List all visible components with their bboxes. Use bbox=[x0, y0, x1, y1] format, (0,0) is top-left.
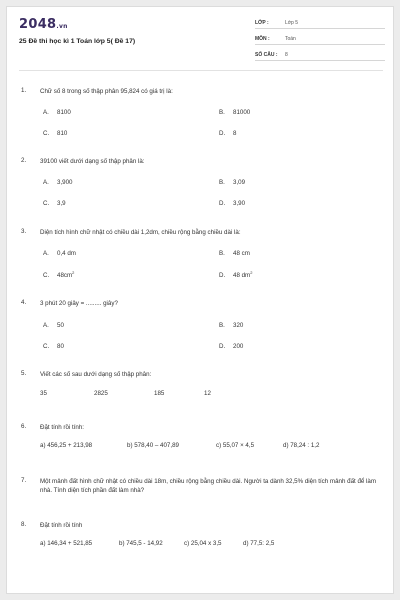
question-text: Một mảnh đất hình chữ nhật có chiều dài 18m, chiều rộng bằng chiều dài. Người ta dành 32,5% diện tích mảnh đất để làm nhà. Tính diện tích phần đất làm nhà? bbox=[40, 478, 377, 494]
meta-subject-value: Toán bbox=[285, 36, 296, 42]
header-divider bbox=[19, 70, 383, 71]
option-a[interactable]: A. 8100 bbox=[43, 109, 71, 116]
option-b[interactable]: B. 81000 bbox=[219, 109, 251, 116]
option-d[interactable]: D. 48 $dm^2$ bbox=[219, 269, 253, 279]
question-number: 8. bbox=[21, 521, 27, 528]
question-text: Viết các số sau dưới dạng số thập phân: bbox=[40, 371, 152, 378]
option-a[interactable]: A. 0,4 dm bbox=[43, 250, 76, 257]
question-text: Đặt tính rồi tính bbox=[40, 522, 83, 529]
question-text: Chữ số 8 trong số thập phân 95,824 có giá trị là: bbox=[40, 88, 173, 95]
calc-item: b) 745,5 - 14,92 bbox=[119, 540, 163, 547]
option-d[interactable]: D. 200 bbox=[219, 343, 244, 350]
option-c[interactable]: C. 80 bbox=[43, 343, 64, 350]
option-a[interactable]: A. 50 bbox=[43, 322, 64, 329]
question-number: 6. bbox=[21, 423, 27, 430]
question-text: 39100 viết dưới dạng số thập phân là: bbox=[40, 158, 145, 165]
question-number: 7. bbox=[21, 477, 27, 484]
meta-subject-row bbox=[255, 35, 385, 45]
option-b[interactable]: B. 3,09 bbox=[219, 179, 246, 186]
meta-class-row bbox=[255, 19, 385, 29]
question-text: 3 phút 20 giây = ......... giây? bbox=[40, 300, 118, 307]
question-text: Đặt tính rồi tính: bbox=[40, 424, 85, 431]
question-text: Diện tích hình chữ nhật có chiều dài 1,2dm, chiều rộng bằng chiều dài là: bbox=[40, 229, 241, 236]
meta-count-value: 8 bbox=[285, 52, 288, 58]
option-a[interactable]: A. 3,900 bbox=[43, 179, 73, 186]
value-item: 12 bbox=[204, 390, 211, 397]
question-number: 3. bbox=[21, 228, 27, 235]
calc-item: b) 578,40 – 407,89 bbox=[127, 442, 179, 449]
meta-class-label: LỚP : bbox=[255, 20, 269, 26]
superscript: 2 bbox=[250, 269, 253, 275]
option-d[interactable]: D. 3,90 bbox=[219, 200, 246, 207]
logo-text: 2048 bbox=[19, 17, 57, 32]
worksheet-header bbox=[7, 7, 393, 67]
question-number: 2. bbox=[21, 157, 27, 164]
exam-title: 25 Đề thi học kì 1 Toán lớp 5( Đề 17) bbox=[19, 38, 136, 45]
option-c[interactable]: C. $48cm^2$ bbox=[43, 269, 75, 279]
option-b[interactable]: B. 48 cm bbox=[219, 250, 250, 257]
calc-item: c) 55,07 × 4,5 bbox=[216, 442, 255, 449]
logo-suffix: .vn bbox=[56, 23, 68, 30]
option-c[interactable]: C. 810 bbox=[43, 130, 68, 137]
site-logo[interactable] bbox=[19, 17, 68, 32]
calc-item: a) 456,25 + 213,98 bbox=[40, 442, 93, 449]
value-item: 2825 bbox=[94, 390, 108, 397]
calc-item: d) 77,5: 2,5 bbox=[243, 540, 275, 547]
value-item: 185 bbox=[154, 390, 165, 397]
calc-item: c) 25,04 x 3,5 bbox=[184, 540, 222, 547]
question-number: 5. bbox=[21, 370, 27, 377]
meta-subject-label: MÔN : bbox=[255, 36, 270, 42]
meta-count-row bbox=[255, 51, 385, 61]
calc-item: d) 78,24 : 1,2 bbox=[283, 442, 320, 449]
option-b[interactable]: B. 320 bbox=[219, 322, 244, 329]
option-c[interactable]: C. 3,9 bbox=[43, 200, 66, 207]
question-number: 1. bbox=[21, 87, 27, 94]
option-d[interactable]: D. 8 bbox=[219, 130, 237, 137]
calc-item: a) 146,34 + 521,85 bbox=[40, 540, 93, 547]
question-number: 4. bbox=[21, 299, 27, 306]
meta-count-label: SỐ CÂU : bbox=[255, 52, 278, 58]
meta-class-value: Lớp 5 bbox=[285, 20, 299, 26]
value-item: 35 bbox=[40, 390, 47, 397]
superscript: 2 bbox=[72, 269, 75, 275]
worksheet-page bbox=[6, 6, 394, 594]
